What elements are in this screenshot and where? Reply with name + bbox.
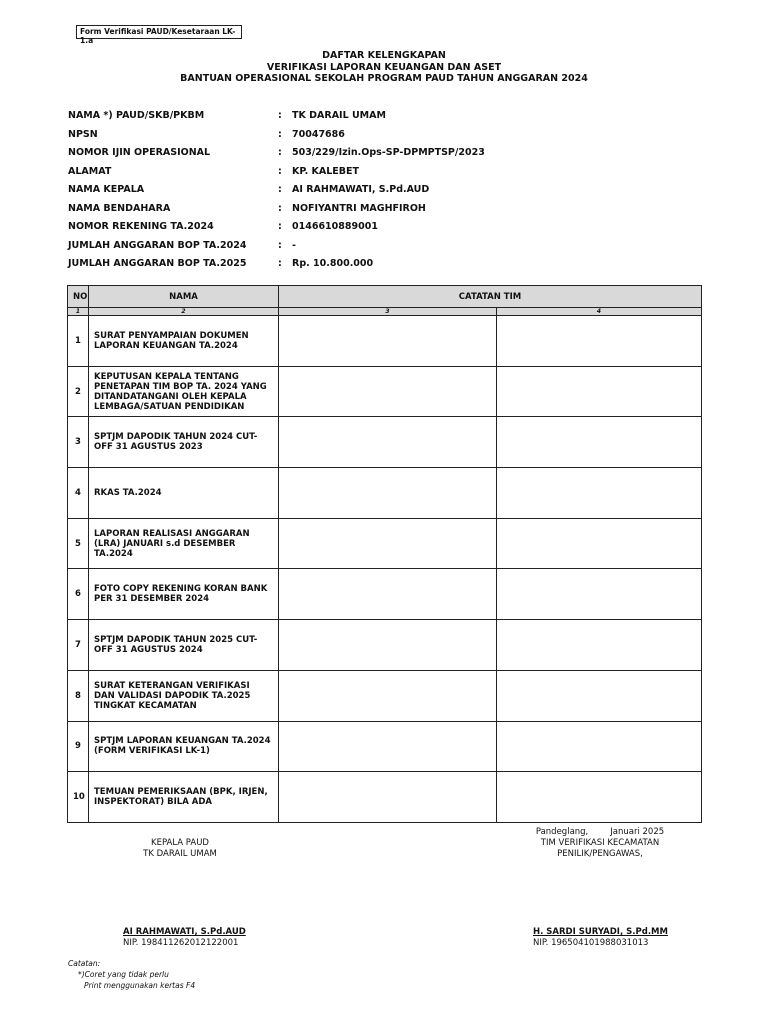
info-row-bendahara	[68, 203, 708, 222]
row-note-cell[interactable]	[497, 316, 702, 367]
table-header-row	[68, 286, 702, 308]
row-note-cell[interactable]	[279, 366, 497, 417]
info-value: AI RAHMAWATI, S.Pd.AUD	[292, 184, 430, 195]
row-note-cell[interactable]	[497, 670, 702, 721]
right-signatory-name: H. SARDI SURYADI, S.Pd.MM	[533, 927, 668, 937]
signature-place: Pandeglang,	[535, 827, 589, 837]
notes-heading: Catatan:	[68, 959, 101, 968]
row-note-cell[interactable]	[279, 772, 497, 823]
row-note-cell[interactable]	[279, 518, 497, 569]
table-row	[68, 772, 702, 823]
row-number: 2	[68, 366, 89, 417]
document-title	[0, 50, 768, 85]
title-line-3: BANTUAN OPERASIONAL SEKOLAH PROGRAM PAUD TAHUN ANGGARAN 2024	[180, 73, 588, 84]
info-label: NAMA KEPALA	[68, 184, 145, 195]
info-row-alamat	[68, 166, 708, 185]
info-colon: :	[278, 147, 282, 158]
info-value: -	[292, 239, 296, 251]
row-note-cell[interactable]	[497, 721, 702, 772]
info-label: NPSN	[68, 128, 98, 140]
info-colon: :	[278, 221, 282, 232]
row-number: 9	[68, 721, 89, 772]
notes-section	[68, 958, 195, 991]
info-colon: :	[278, 239, 282, 251]
info-colon: :	[278, 128, 282, 140]
row-note-cell[interactable]	[497, 417, 702, 468]
info-row-rekening	[68, 221, 708, 240]
row-document-name: KEPUTUSAN KEPALA TENTANG PENETAPAN TIM BOP TA. 2024 YANG DITANDATANGANI OLEH KEPALA LEMBAGA/SATUAN PENDIDIKAN	[89, 366, 279, 417]
right-signature-title-1: TIM VERIFIKASI KECAMATAN	[540, 838, 660, 848]
table-row	[68, 468, 702, 519]
row-number: 10	[68, 772, 89, 823]
table-row	[68, 569, 702, 620]
info-label: NOMOR IJIN OPERASIONAL	[68, 147, 211, 158]
row-note-cell[interactable]	[497, 772, 702, 823]
subheader-cell: 4	[497, 308, 702, 316]
info-row-npsn	[68, 129, 708, 148]
left-signatory-nip: NIP. 198411262012122001	[123, 938, 239, 948]
table-row	[68, 518, 702, 569]
row-number: 6	[68, 569, 89, 620]
header-nama: NAMA	[89, 286, 279, 308]
row-note-cell[interactable]	[497, 569, 702, 620]
table-row	[68, 316, 702, 367]
info-row-nama	[68, 110, 708, 129]
row-note-cell[interactable]	[279, 620, 497, 671]
info-label: JUMLAH ANGGARAN BOP TA.2025	[68, 258, 247, 269]
notes-item: Print menggunakan kertas F4	[84, 981, 196, 990]
left-signature-titles	[120, 838, 240, 860]
title-line-2: VERIFIKASI LAPORAN KEUANGAN DAN ASET	[266, 61, 502, 73]
info-row-anggaran-2024	[68, 240, 708, 259]
header-no: NO	[68, 286, 89, 308]
info-label: JUMLAH ANGGARAN BOP TA.2024	[68, 239, 247, 251]
info-row-kepala	[68, 184, 708, 203]
notes-item: *)Coret yang tidak perlu	[78, 970, 169, 979]
checklist-table	[67, 285, 702, 823]
info-colon: :	[278, 110, 282, 121]
row-note-cell[interactable]	[279, 569, 497, 620]
row-document-name: SURAT PENYAMPAIAN DOKUMEN LAPORAN KEUANGAN TA.2024	[89, 316, 279, 367]
row-note-cell[interactable]	[497, 366, 702, 417]
row-document-name: FOTO COPY REKENING KORAN BANK PER 31 DESEMBER 2024	[89, 569, 279, 620]
row-document-name: TEMUAN PEMERIKSAAN (BPK, IRJEN, INSPEKTORAT) BILA ADA	[89, 772, 279, 823]
row-document-name: LAPORAN REALISASI ANGGARAN (LRA) JANUARI s.d DESEMBER TA.2024	[89, 518, 279, 569]
table-subheader-row	[68, 308, 702, 316]
row-note-cell[interactable]	[497, 468, 702, 519]
right-signature-title-2: PENILIK/PENGAWAS,	[557, 849, 643, 859]
row-note-cell[interactable]	[279, 468, 497, 519]
table-row	[68, 670, 702, 721]
info-value: KP. KALEBET	[292, 165, 359, 177]
info-value: TK DARAIL UMAM	[292, 110, 386, 121]
info-value: Rp. 10.800.000	[292, 258, 374, 269]
row-note-cell[interactable]	[497, 620, 702, 671]
table-row	[68, 417, 702, 468]
row-note-cell[interactable]	[279, 417, 497, 468]
right-signature-titles	[510, 827, 690, 860]
left-signature-title-1: KEPALA PAUD	[151, 838, 209, 848]
row-document-name: SPTJM DAPODIK TAHUN 2024 CUT-OFF 31 AGUSTUS 2023	[89, 417, 279, 468]
row-number: 5	[68, 518, 89, 569]
info-label: ALAMAT	[68, 165, 112, 177]
row-document-name: RKAS TA.2024	[89, 468, 279, 519]
info-label: NOMOR REKENING TA.2024	[68, 221, 214, 232]
info-colon: :	[278, 202, 282, 214]
row-document-name: SPTJM LAPORAN KEUANGAN TA.2024 (FORM VERIFIKASI LK-1)	[89, 721, 279, 772]
info-value: NOFIYANTRI MAGHFIROH	[292, 202, 426, 214]
form-code-label: Form Verifikasi PAUD/Kesetaraan LK-1.a	[76, 25, 242, 39]
row-document-name: SURAT KETERANGAN VERIFIKASI DAN VALIDASI DAPODIK TA.2025 TINGKAT KECAMATAN	[89, 670, 279, 721]
info-label: NAMA BENDAHARA	[68, 202, 171, 214]
row-number: 3	[68, 417, 89, 468]
info-row-anggaran-2025	[68, 258, 708, 277]
right-signature-place-date	[510, 827, 690, 838]
table-row	[68, 620, 702, 671]
title-line-1: DAFTAR KELENGKAPAN	[322, 50, 446, 61]
info-colon: :	[278, 165, 282, 177]
header-catatan-tim: CATATAN TIM	[279, 286, 702, 308]
info-colon: :	[278, 184, 282, 195]
row-number: 1	[68, 316, 89, 367]
info-value: 503/229/Izin.Ops-SP-DPMPTSP/2023	[292, 147, 485, 158]
info-value: 0146610889001	[292, 221, 378, 232]
left-signature-title-2: TK DARAIL UMAM	[143, 849, 217, 859]
subheader-cell: 1	[68, 308, 89, 316]
row-document-name: SPTJM DAPODIK TAHUN 2025 CUT-OFF 31 AGUSTUS 2024	[89, 620, 279, 671]
row-note-cell[interactable]	[497, 518, 702, 569]
table-row	[68, 366, 702, 417]
info-colon: :	[278, 258, 282, 269]
signature-date: Januari 2025	[610, 827, 665, 837]
row-note-cell[interactable]	[279, 316, 497, 367]
info-value: 70047686	[292, 128, 345, 140]
info-row-ijin	[68, 147, 708, 166]
left-signatory-name: AI RAHMAWATI, S.Pd.AUD	[123, 927, 246, 937]
right-signatory-nip: NIP. 196504101988031013	[533, 938, 649, 948]
subheader-cell: 3	[279, 308, 497, 316]
info-label: NAMA *) PAUD/SKB/PKBM	[68, 110, 205, 121]
row-note-cell[interactable]	[279, 670, 497, 721]
subheader-cell: 2	[89, 308, 279, 316]
row-number: 4	[68, 468, 89, 519]
row-number: 7	[68, 620, 89, 671]
institution-info	[68, 110, 708, 277]
table-row	[68, 721, 702, 772]
row-number: 8	[68, 670, 89, 721]
row-note-cell[interactable]	[279, 721, 497, 772]
